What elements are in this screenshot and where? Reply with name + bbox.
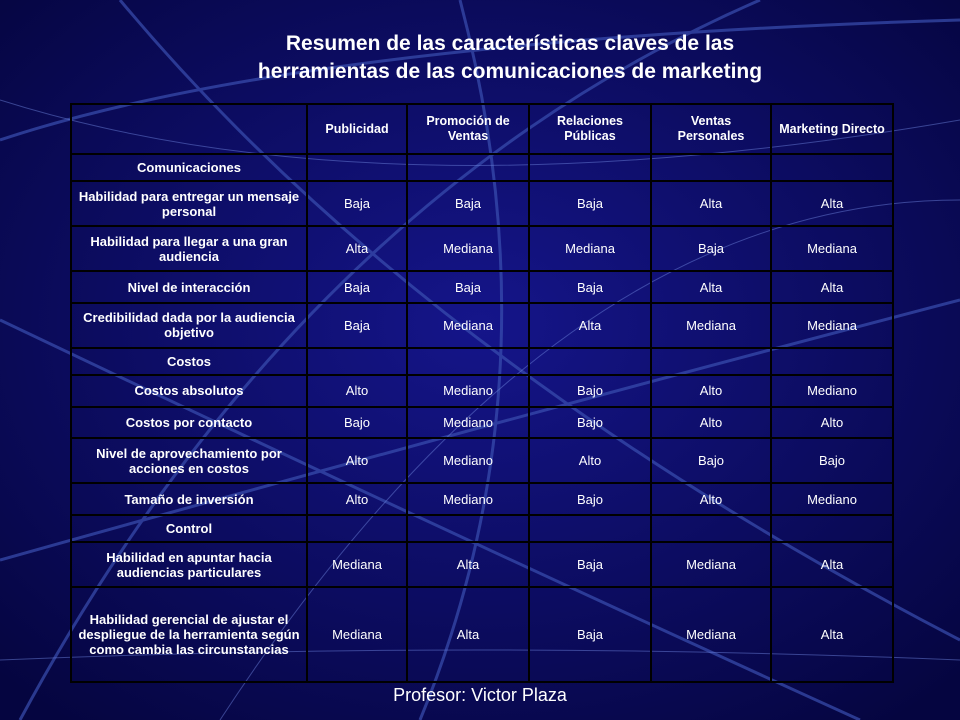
table-row <box>71 271 893 303</box>
row-label: Habilidad para entregar un mensaje personal <box>71 181 307 226</box>
table-row <box>71 226 893 271</box>
row-label: Costos por contacto <box>71 407 307 439</box>
header-marketing-directo: Marketing Directo <box>771 104 893 154</box>
table-cell <box>771 348 893 375</box>
header-publicidad: Publicidad <box>307 104 407 154</box>
table-cell: Alta <box>307 226 407 271</box>
row-label: Tamaño de inversión <box>71 483 307 515</box>
table-cell: Mediana <box>307 542 407 587</box>
table-row <box>71 542 893 587</box>
table-row <box>71 515 893 542</box>
table-cell: Mediana <box>771 226 893 271</box>
table-cell <box>307 515 407 542</box>
table-cell: Baja <box>529 271 651 303</box>
table-cell: Alto <box>771 407 893 439</box>
table-cell <box>307 154 407 181</box>
table-cell <box>651 154 771 181</box>
table-cell: Baja <box>407 271 529 303</box>
table-cell: Baja <box>407 181 529 226</box>
table-cell: Alto <box>307 438 407 483</box>
table-cell: Bajo <box>771 438 893 483</box>
table-cell: Baja <box>529 587 651 682</box>
row-label: Control <box>71 515 307 542</box>
table-cell <box>771 515 893 542</box>
table-row <box>71 483 893 515</box>
table-cell: Alto <box>651 407 771 439</box>
table-cell: Mediana <box>651 542 771 587</box>
row-label: Habilidad gerencial de ajustar el despliegue de la herramienta según como cambia las circunstancias <box>71 587 307 682</box>
table-cell: Alta <box>407 542 529 587</box>
table-row <box>71 303 893 348</box>
table-cell <box>407 348 529 375</box>
table-cell: Mediano <box>407 375 529 407</box>
table-row <box>71 587 893 682</box>
table-cell: Baja <box>529 181 651 226</box>
table-row <box>71 407 893 439</box>
table-cell: Mediana <box>651 303 771 348</box>
table-cell: Mediana <box>651 587 771 682</box>
table-cell: Mediano <box>407 483 529 515</box>
table-cell <box>771 154 893 181</box>
table-cell: Mediana <box>771 303 893 348</box>
header-promocion-de-ventas: Promoción de Ventas <box>407 104 529 154</box>
table-cell: Alta <box>651 181 771 226</box>
header-ventas-personales: Ventas Personales <box>651 104 771 154</box>
table-cell: Alto <box>529 438 651 483</box>
table-cell: Bajo <box>529 407 651 439</box>
footer-author: Profesor: Victor Plaza <box>393 685 567 705</box>
characteristics-table <box>70 103 894 683</box>
table-cell: Mediano <box>407 407 529 439</box>
table-cell: Baja <box>307 303 407 348</box>
row-label: Costos <box>71 348 307 375</box>
table-cell: Mediano <box>407 438 529 483</box>
table-row <box>71 181 893 226</box>
slide-title-line-1: Resumen de las características claves de las <box>285 32 735 55</box>
table-cell: Mediana <box>407 226 529 271</box>
header-cell-empty <box>71 104 307 154</box>
table-cell: Alta <box>651 271 771 303</box>
table-cell: Alto <box>651 375 771 407</box>
table-cell: Baja <box>307 271 407 303</box>
header-relaciones-publicas: Relaciones Públicas <box>529 104 651 154</box>
table-cell <box>651 348 771 375</box>
table-cell: Alta <box>529 303 651 348</box>
table-row <box>71 438 893 483</box>
table-cell <box>529 154 651 181</box>
table-cell <box>407 154 529 181</box>
table-cell: Baja <box>307 181 407 226</box>
table-cell: Baja <box>651 226 771 271</box>
table-cell: Mediana <box>307 587 407 682</box>
row-label: Comunicaciones <box>71 154 307 181</box>
row-label: Nivel de interacción <box>71 271 307 303</box>
table-row <box>71 348 893 375</box>
table-cell <box>529 348 651 375</box>
table-cell: Alta <box>771 587 893 682</box>
table-cell: Alto <box>651 483 771 515</box>
table-cell: Mediano <box>771 483 893 515</box>
table-cell: Mediana <box>407 303 529 348</box>
table-cell: Bajo <box>651 438 771 483</box>
row-label: Habilidad en apuntar hacia audiencias particulares <box>71 542 307 587</box>
table-row <box>71 375 893 407</box>
table-cell: Bajo <box>529 375 651 407</box>
row-label: Nivel de aprovechamiento por acciones en costos <box>71 438 307 483</box>
table-cell: Alta <box>407 587 529 682</box>
slide-title <box>130 30 890 86</box>
table-cell: Alta <box>771 181 893 226</box>
table-cell <box>651 515 771 542</box>
table-cell: Alto <box>307 483 407 515</box>
table-cell: Mediano <box>771 375 893 407</box>
row-label: Costos absolutos <box>71 375 307 407</box>
table-cell: Mediana <box>529 226 651 271</box>
table-cell <box>529 515 651 542</box>
table-cell: Bajo <box>529 483 651 515</box>
table-row <box>71 154 893 181</box>
table-cell <box>307 348 407 375</box>
table-cell: Baja <box>529 542 651 587</box>
table-cell: Bajo <box>307 407 407 439</box>
table-cell <box>407 515 529 542</box>
table-cell: Alto <box>307 375 407 407</box>
row-label: Credibilidad dada por la audiencia objetivo <box>71 303 307 348</box>
table-cell: Alta <box>771 271 893 303</box>
table-cell: Alta <box>771 542 893 587</box>
table-header-row <box>71 104 893 154</box>
slide-title-line-2: herramientas de las comunicaciones de marketing <box>257 60 763 83</box>
row-label: Habilidad para llegar a una gran audiencia <box>71 226 307 271</box>
